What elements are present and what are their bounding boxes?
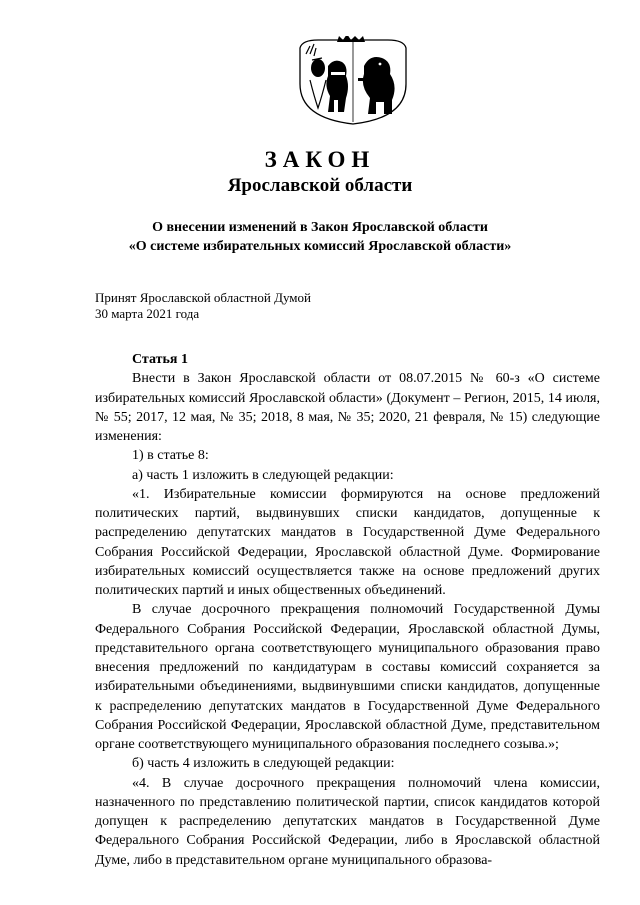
deer-head-icon [311,59,325,77]
crown-icon [337,36,365,42]
subject-line-2: «О системе избирательных комиссий Ярославской области» [128,239,512,254]
paragraph-item-1: 1) в статье 8: [132,448,209,464]
law-title: ЗАКОН [264,147,376,172]
deer-antlers-icon [306,44,322,60]
coat-of-arms-emblem [288,36,418,126]
paragraph-item-a: а) часть 1 изложить в следующей редакции: [132,467,394,483]
adoption-line-1: Принят Ярославской областной Думой [95,290,311,305]
right-bear-icon [363,57,395,114]
paragraph-intro: Внести в Закон Ярославской области от 08.07.2015 № 60-з «О системе избирательных комиссий Ярославской области» (Документ – Регион, 2015, 14 июля, № 55; 2017, 12 мая, № 35; 2018, 8 мая, № 35; 2020, 21 февраля, № 15) следующие изменения: [95,371,600,444]
paragraph-quote-1: «1. Избирательные комиссии формируются на основе предложений политических партий, выдвинувших списки кандидатов, допущенные к распределению депутатских мандатов в Государственной Думе Федерального Собрания Российской Федерации, Ярославской областной Думе. Формирование избирательных комиссий осуществляется также на основе предложений других политических партий и иных общественных объединений. [95,486,600,598]
paragraph-quote-4: «4. В случае досрочного прекращения полномочий члена комиссии, назначенного по представлению политической партии, список кандидатов которой допущен к распределению депутатских мандатов в Государственной Думе Федерального Собрания Российской Федерации, либо в Ярославской областной Думе, либо в представительном органе муниципального образова- [95,775,600,868]
adoption-note [95,290,311,322]
left-bear-icon [326,61,348,112]
adoption-date: 30 марта 2021 года [95,306,200,321]
law-subject [0,218,640,256]
subject-line-1: О внесении изменений в Закон Ярославской области [152,220,488,235]
paragraph-quote-2: В случае досрочного прекращения полномочий Государственной Думы Федерального Собрания Российской Федерации, Ярославской областной Думы, представительного органа соответствующего муниципального образования право внесения предложений по кандидатурам в составы комиссий сохраняется за избирательными объединениями, выдвинувшими списки кандидатов, допущенные к распределению депутатских мандатов в Государственной Думе Федерального Собрания Российской Федерации, Ярославской областной Думе, представительном органе соответствующего муниципального образования последнего созыва.»; [95,602,600,752]
article-heading: Статья 1 [132,352,188,367]
law-body [95,350,600,870]
paragraph-item-b: б) часть 4 изложить в следующей редакции: [132,756,395,772]
law-region: Ярославской области [227,175,413,196]
